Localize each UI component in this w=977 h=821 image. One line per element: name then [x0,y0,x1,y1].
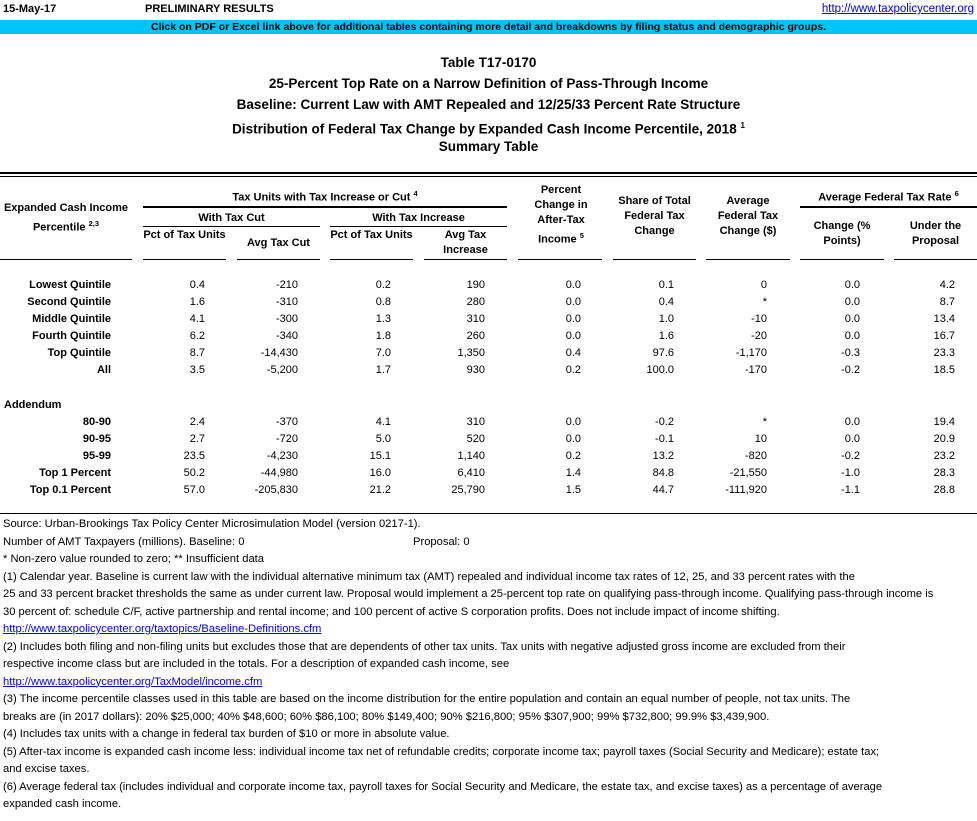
col-underline [330,259,413,260]
header-tax-units-group: Tax Units with Tax Increase or Cut $^4$ [232,189,418,204]
cell-rate-change: -0.2 [841,364,860,376]
row-label: 90-95 [82,433,111,445]
header-share-total: Share of Total Federal Tax Change [618,195,691,237]
table-row [0,362,977,379]
cell-pct-after: 0.0 [565,416,581,428]
cell-inc-avg: 6,410 [457,467,485,479]
cell-inc-pct: 1.8 [375,330,391,342]
table-top-rule-thin [0,176,977,177]
cell-share: 100.0 [646,364,674,376]
cell-share: 84.8 [652,467,674,479]
cell-rate-change: 0.0 [844,313,860,325]
cell-inc-avg: 310 [466,313,485,325]
cell-inc-pct: 16.0 [369,467,391,479]
cell-inc-avg: 520 [466,433,485,445]
cell-rate-under: 28.8 [933,484,955,496]
cell-rate-change: 0.0 [844,279,860,291]
cell-cut-pct: 57.0 [183,484,205,496]
col-underline [706,259,790,260]
cell-share: 1.6 [658,330,674,342]
header-rate-under: Under the Proposal [909,220,962,247]
row-label: Middle Quintile [32,313,111,325]
cell-inc-pct: 15.1 [369,450,391,462]
cell-inc-avg: 280 [466,296,485,308]
cell-inc-pct: 5.0 [375,433,391,445]
cell-pct-after: 0.2 [565,450,581,462]
cell-pct-after: 0.4 [565,347,581,359]
cell-inc-pct: 7.0 [375,347,391,359]
note-5-line-1: (5) After-tax income is expanded cash income less: individual income tax net of refundable credits; corporate income tax; payroll taxes (Social Security and Medicare); estate tax; [3,745,880,758]
addendum-heading-row [0,397,977,414]
cell-avg-change: -820 [744,450,767,462]
cell-share: -0.2 [655,416,674,428]
cell-share: 0.1 [658,279,674,291]
cell-rate-under: 13.4 [933,313,955,325]
table-row [0,345,977,362]
cell-avg-change: -111,920 [725,484,767,496]
col-underline [0,259,132,260]
info-banner: Click on PDF or Excel link above for additional tables containing more detail and breakdowns by filing status and demographic groups. [0,20,977,34]
addendum-label: Addendum [4,399,62,411]
cell-cut-pct: 6.2 [189,330,205,342]
note-4: (4) Includes tax units with a change in federal tax burden of $10 or more in absolute value. [3,728,450,740]
cell-pct-after: 0.0 [565,313,581,325]
cell-pct-after: 0.0 [565,296,581,308]
note-1-line-1: (1) Calendar year. Baseline is current law with the individual alternative minimum tax (AMT) repealed and individual income tax rates of 12, 25, and 33 percent rates with the [3,570,855,583]
cell-inc-pct: 1.3 [375,313,391,325]
top-header [0,0,977,20]
table-row [0,431,977,448]
cell-inc-pct: 0.2 [375,279,391,291]
cell-inc-pct: 21.2 [369,484,391,496]
cell-rate-under: 20.9 [933,433,955,445]
title-line-3: Distribution of Federal Tax Change by Expanded Cash Income Percentile, 2018 $^1$ [232,121,745,137]
cell-inc-avg: 930 [466,364,485,376]
row-label: Second Quintile [27,296,111,308]
note-5-line-2: and excise taxes. [3,763,90,775]
cell-cut-pct: 2.7 [189,433,205,445]
header-inc-pct: Pct of Tax Units [330,229,413,241]
cell-rate-under: 4.2 [939,279,955,291]
cell-pct-after: 0.0 [565,433,581,445]
cell-rate-change: -0.2 [841,450,860,462]
cell-pct-after: 1.4 [565,467,581,479]
row-label: Top Quintile [47,347,111,359]
row-label: 80-90 [82,416,111,428]
cell-rate-change: -1.1 [841,484,860,496]
tpc-site-link[interactable]: http://www.taxpolicycenter.org [821,3,974,15]
cell-rate-under: 23.3 [933,347,955,359]
cell-inc-avg: 1,350 [457,347,485,359]
cell-cut-avg: -44,980 [260,467,298,479]
header-cut-avg: Avg Tax Cut [247,237,310,249]
note-2-line-1: (2) Includes both filing and non-filing units but excludes those that are dependents of other tax units. Tax units with negative adjusted gross income are excluded from their [3,640,846,653]
title-line-2: Baseline: Current Law with AMT Repealed and 12/25/33 Percent Rate Structure [236,97,741,112]
cell-rate-under: 23.2 [933,450,955,462]
col-underline [424,259,507,260]
col-underline [800,259,884,260]
col-underline [518,259,602,260]
cell-cut-pct: 8.7 [189,347,205,359]
cell-share: 13.2 [652,450,674,462]
cell-rate-change: 0.0 [844,416,860,428]
table-row [0,311,977,328]
cell-inc-avg: 260 [466,330,485,342]
income-definition-link[interactable]: http://www.taxpolicycenter.org/TaxModel/income.cfm [3,675,263,688]
source-note: Source: Urban-Brookings Tax Policy Center Microsimulation Model (version 0217-1). [3,518,421,530]
cell-rate-change: -1.0 [841,467,860,479]
table-row [0,465,977,482]
cell-rate-change: -0.3 [841,347,860,359]
cell-cut-pct: 2.4 [189,416,205,428]
baseline-definitions-link[interactable]: http://www.taxpolicycenter.org/taxtopics/Baseline-Definitions.cfm [3,623,322,635]
cell-avg-change: -20 [751,330,767,342]
cell-cut-avg: -300 [275,313,298,325]
cell-cut-avg: -14,430 [260,347,298,359]
cell-rate-under: 19.4 [933,416,955,428]
table-row [0,482,977,499]
cell-cut-avg: -720 [275,433,298,445]
group-underline [143,206,507,208]
col-underline [143,259,226,260]
cell-inc-avg: 190 [466,279,485,291]
cell-inc-avg: 310 [466,416,485,428]
title-line-4: Summary Table [438,139,539,154]
cell-cut-pct: 0.4 [189,279,205,291]
table-top-rule [0,172,977,174]
cell-avg-change: -1,170 [735,347,767,359]
row-label: Top 1 Percent [39,467,111,479]
cell-cut-pct: 50.2 [183,467,205,479]
cell-cut-avg: -370 [275,416,298,428]
preliminary-label: PRELIMINARY RESULTS [145,3,274,15]
table-row [0,277,977,294]
header-inc-avg: Avg Tax Increase [443,229,488,256]
note-2-line-2: respective income class but are included in the totals. For a description of expanded cash income, see [3,658,510,670]
cell-inc-pct: 1.7 [375,364,391,376]
cell-cut-pct: 3.5 [189,364,205,376]
row-label: Fourth Quintile [32,330,111,342]
cell-share: 97.6 [652,347,674,359]
row-label: Top 0.1 Percent [29,484,111,496]
amt-taxpayers-note: Number of AMT Taxpayers (millions). Baseline: 0 Proposal: 0 [3,535,470,548]
cell-rate-under: 16.7 [933,330,955,342]
cell-avg-change: * [762,296,767,308]
footnotes [3,516,977,814]
date-label: 15-May-17 [3,3,57,15]
note-6-line-2: expanded cash income. [3,798,122,810]
cell-avg-change: -10 [751,313,767,325]
cell-cut-pct: 23.5 [183,450,205,462]
row-label: All [96,364,111,376]
cell-inc-avg: 25,790 [451,484,485,496]
header-rate-change: Change (% Points) [813,220,871,247]
table-row [0,448,977,465]
cell-share: -0.1 [655,433,674,445]
cell-rate-change: 0.0 [844,330,860,342]
cell-cut-avg: -210 [275,279,298,291]
cell-pct-after: 0.0 [565,279,581,291]
table-id: Table T17-0170 [440,55,537,70]
rate-group-underline [800,206,977,208]
cell-rate-change: 0.0 [844,433,860,445]
cell-avg-change: * [762,416,767,428]
note-3-line-1: (3) The income percentile classes used in this table are based on the income distribution for the entire population and contain an equal number of people, not tax units. The [3,693,851,705]
col-underline [613,259,696,260]
col-underline [237,259,320,260]
header-avg-change: Average Federal Tax Change ($) [717,195,779,237]
note-6-line-1: (6) Average federal tax (includes individual and corporate income tax, payroll taxes for Social Security and Medicare, the estate tax, and excise taxes) as a percentage of average [3,780,883,793]
cell-rate-under: 18.5 [933,364,955,376]
note-3-line-2: breaks are (in 2017 dollars): 20% $25,000; 40% $48,600; 60% $86,100; 80% $149,400; 90% $216,800; 95% $307,900; 99% $732,800; 99.9% $3,439,900. [3,710,770,723]
cell-cut-avg: -4,230 [266,450,298,462]
cell-pct-after: 0.2 [565,364,581,376]
cell-pct-after: 1.5 [565,484,581,496]
header-percentile: Expanded Cash Income Percentile $^{2,3}$ [3,202,129,234]
cell-inc-avg: 1,140 [457,450,485,462]
table-titles [0,52,977,157]
cell-inc-pct: 4.1 [375,416,391,428]
table-row [0,294,977,311]
header-with-tax-cut: With Tax Cut [198,212,265,224]
cell-rate-change: 0.0 [844,296,860,308]
cell-rate-under: 28.3 [933,467,955,479]
cell-share: 44.7 [652,484,674,496]
cell-avg-change: 0 [760,279,767,291]
header-cut-pct: Pct of Tax Units [143,229,226,241]
cell-share: 0.4 [658,296,674,308]
table-row [0,328,977,345]
cell-cut-avg: -310 [275,296,298,308]
cell-avg-change: -21,550 [729,467,767,479]
cut-underline [143,226,320,227]
row-label: Lowest Quintile [29,279,111,291]
cell-cut-pct: 4.1 [189,313,205,325]
row-label: 95-99 [82,450,111,462]
cell-inc-pct: 0.8 [375,296,391,308]
cell-avg-change: 10 [754,433,767,445]
cell-pct-after: 0.0 [565,330,581,342]
title-line-1: 25-Percent Top Rate on a Narrow Definition of Pass-Through Income [268,76,709,91]
cell-cut-pct: 1.6 [189,296,205,308]
asterisk-note: * Non-zero value rounded to zero; ** Insufficient data [3,553,264,565]
table-bottom-rule [0,513,977,514]
cell-avg-change: -170 [744,364,767,376]
header-avg-rate-group: Average Federal Tax Rate $^6$ [818,189,959,204]
header-pct-change-after-tax: Percent Change in After-Tax Income $^5$ [534,184,588,246]
cell-cut-avg: -205,830 [254,484,298,496]
table-row [0,414,977,431]
note-1-line-3: 30 percent of: schedule C/F, active partnership and rental income; and 100 percent of active S corporation profits. Does not include impact of income shifting. [3,605,780,618]
cell-share: 1.0 [658,313,674,325]
note-1-line-2: 25 and 33 percent bracket thresholds the same as under current law. Proposal would implement a 25-percent top rate on qualifying pass-through income. Qualifying pass-through income is [3,588,934,600]
cell-cut-avg: -5,200 [266,364,298,376]
col-underline [894,259,977,260]
cell-cut-avg: -340 [275,330,298,342]
increase-underline [330,226,507,227]
cell-rate-under: 8.7 [939,296,955,308]
header-with-tax-increase: With Tax Increase [372,212,465,224]
